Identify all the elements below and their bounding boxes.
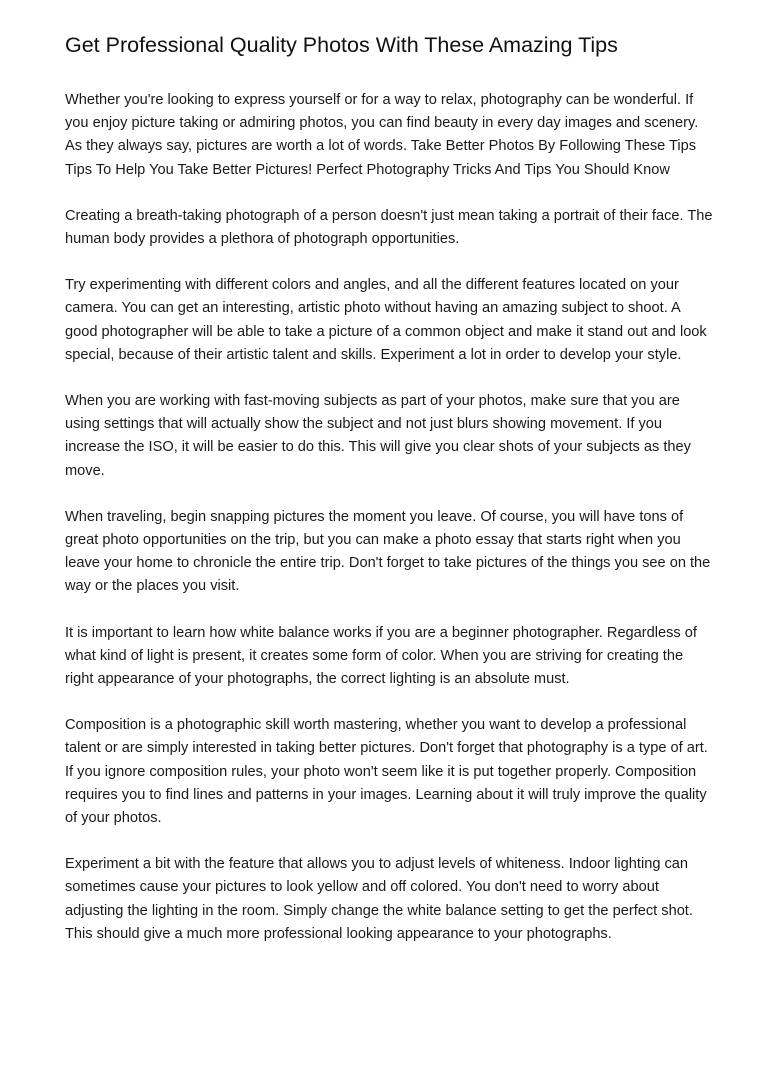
paragraph-whiteness: Experiment a bit with the feature that allows you to adjust levels of whiteness. Indoor lighting can sometimes cause your pictures to look yellow and off colored. You don't need to worry about adjusting the lighting in the room. Simply change the white balance setting to get the perfect shot. This should give a much more professional looking appearance to your photographs. bbox=[65, 856, 693, 942]
paragraph-composition: Composition is a photographic skill worth mastering, whether you want to develop a professional talent or are simply interested in taking better pictures. Don't forget that photography is a type of art. If you ignore composition rules, your photo won't seem like it is put together properly. Composition requires you to find lines and patterns in your images. Learning about it will truly improve the quality of your photos. bbox=[65, 717, 708, 827]
page-title: Get Professional Quality Photos With These Amazing Tips bbox=[65, 33, 618, 57]
paragraph-experimenting: Try experimenting with different colors and angles, and all the different features located on your camera. You can get an interesting, artistic photo without having an amazing subject to shoot. A good photographer will be able to take a picture of a common object and make it stand out and look special, because of their artistic talent and skills. Experiment a lot in order to develop your style. bbox=[65, 277, 707, 363]
paragraph-white-balance: It is important to learn how white balance works if you are a beginner photographer. Regardless of what kind of light is present, it creates some form of color. When you are striving for creating the right appearance of your photographs, the correct lighting is an absolute must. bbox=[65, 624, 697, 688]
paragraph-traveling: When traveling, begin snapping pictures the moment you leave. Of course, you will have tons of great photo opportunities on the trip, but you can make a photo essay that starts right when you leave your home to chronicle the entire trip. Don't forget to take pictures of the things you see on the way or the places you visit. bbox=[65, 508, 711, 595]
paragraph-intro: Whether you're looking to express yourself or for a way to relax, photography can be wonderful. If you enjoy picture taking or admiring photos, you can find beauty in every day images and scenery. As they always say, pictures are worth a lot of words. Take Better Photos By Following These Tips Tips To Help You Take Better Pictures! Perfect Photography Tricks And Tips You Should Know bbox=[65, 92, 699, 178]
paragraph-fast-moving: When you are working with fast-moving subjects as part of your photos, make sure that you are using settings that will actually show the subject and not just blurs showing movement. If you increase the ISO, it will be easier to do this. This will give you clear shots of your subjects as they move. bbox=[65, 393, 691, 479]
paragraph-portrait: Creating a breath-taking photograph of a person doesn't just mean taking a portrait of their face. The human body provides a plethora of photograph opportunities. bbox=[65, 207, 713, 248]
